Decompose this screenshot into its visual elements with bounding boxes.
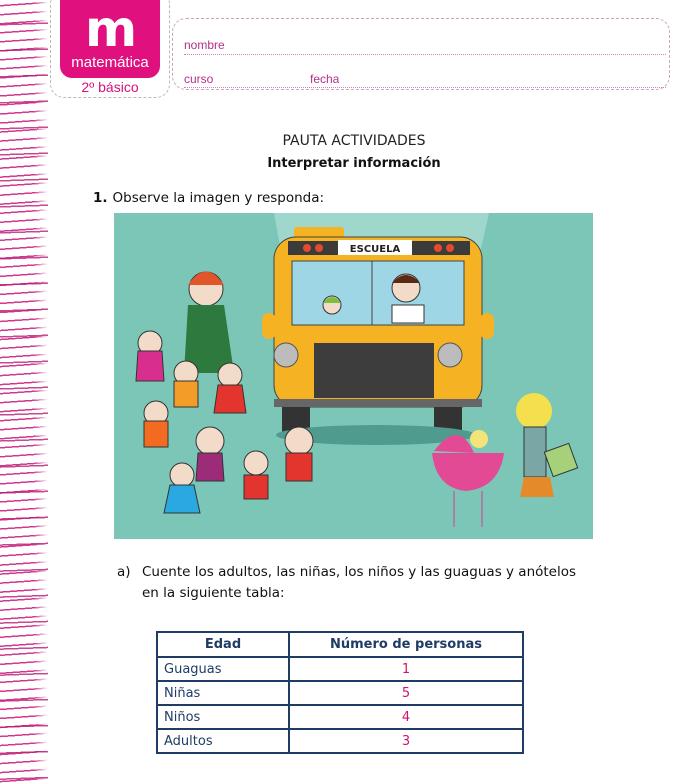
curso-fecha-line[interactable] [184,87,666,88]
logo-letter: m [84,0,136,58]
table-row [157,657,523,681]
page-title: PAUTA ACTIVIDADES [282,133,426,149]
row-count[interactable]: 5 [289,681,523,705]
row-count[interactable]: 1 [289,657,523,681]
subject-logo [60,0,160,78]
row-category: Niños [157,705,289,729]
count-table [156,631,524,754]
table-header-row [157,632,523,657]
page-subtitle: Interpretar información [267,156,441,171]
question-a-label: a) [117,564,131,580]
table-row [157,729,523,753]
logo-subject: matemática [71,54,149,71]
question-a [117,562,597,604]
illustration-svg [114,213,593,539]
row-count[interactable]: 4 [289,705,523,729]
question-a-text: Cuente los adultos, las niñas, los niños y las guaguas y anótelos en la siguiente tabla: [142,564,577,601]
nombre-label: nombre [184,38,225,52]
row-count[interactable]: 3 [289,729,523,753]
table-row [157,681,523,705]
header-edad: Edad [157,632,289,657]
question-1 [93,190,324,206]
row-category: Guaguas [157,657,289,681]
table-row [157,705,523,729]
question-1-text: Observe la imagen y responda: [112,190,325,206]
row-category: Niñas [157,681,289,705]
spiral-binding-long-strokes [0,0,48,784]
question-1-number: 1. [93,190,108,206]
curso-label: curso [184,72,214,86]
school-bus-illustration [114,213,593,539]
escuela-sign: ESCUELA [349,244,401,255]
grade-label: 2º básico [81,79,139,95]
row-category: Adultos [157,729,289,753]
header-numero-personas: Número de personas [289,632,523,657]
fecha-label: fecha [310,72,340,86]
nombre-line[interactable] [184,54,666,55]
